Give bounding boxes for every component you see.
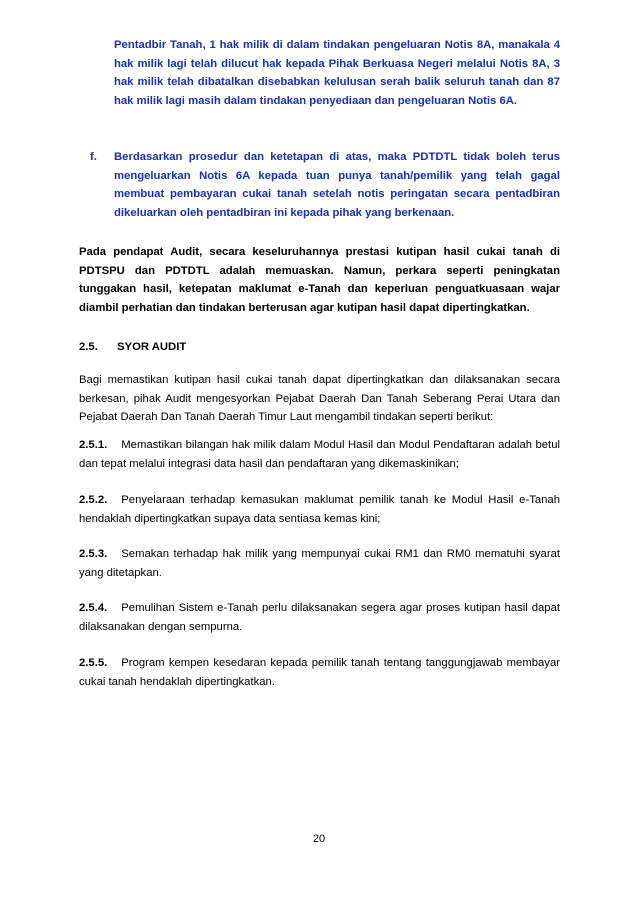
recommendation-number: 2.5.4.	[79, 602, 108, 614]
recommendation-number: 2.5.2.	[79, 494, 108, 506]
item-f-text: Berdasarkan prosedur dan ketetapan di atas, maka PDTDTL tidak boleh terus mengeluarkan Notis 6A kepada tuan punya tanah/pemilik yang telah gagal membuat pembayaran cukai tanah setelah notis peringatan secara pentadbiran dikeluarkan oleh pentadbiran ini kepada pihak yang berkenaan.	[114, 151, 560, 219]
recommendation-2-5-2	[79, 491, 560, 528]
paragraph-continuation: Pentadbir Tanah, 1 hak milik di dalam tindakan pengeluaran Notis 8A, manakala 4 hak milik lagi telah dilucut hak kepada Pihak Berkuasa Negeri melalui Notis 8A, 3 hak milik telah dibatalkan disebabkan kelulusan serah balik seluruh tanah dan 87 hak milik lagi masih dalam tindakan penyediaan dan pengeluaran Notis 6A.	[114, 39, 560, 107]
item-f-label: f.	[90, 151, 97, 163]
recommendation-2-5-5	[79, 654, 560, 691]
recommendation-text: Memastikan bilangan hak milik dalam Modul Hasil dan Modul Pendaftaran adalah betul dan tepat melalui integrasi data hasil dan pendaftaran yang dikemaskinikan;	[79, 439, 560, 470]
section-number: 2.5.	[79, 341, 98, 353]
recommendation-2-5-4	[79, 599, 560, 636]
recommendation-text: Program kempen kesedaran kepada pemilik tanah tentang tanggungjawab membayar cukai tanah hendaklah dipertingkatkan.	[79, 657, 560, 688]
recommendation-number: 2.5.3.	[79, 548, 108, 560]
intro-paragraph: Bagi memastikan kutipan hasil cukai tanah dapat dipertingkatkan dan dilaksanakan secara berkesan, pihak Audit mengesyorkan Pejabat Daerah Dan Tanah Seberang Perai Utara dan Pejabat Daerah Dan Tanah Daerah Timur Laut mengambil tindakan seperti berikut:	[79, 374, 560, 424]
recommendation-text: Penyelaraan terhadap kemasukan maklumat pemilik tanah ke Modul Hasil e-Tanah hendaklah dipertingkatkan supaya data sentiasa kemas kini;	[79, 494, 560, 525]
page-number: 20	[312, 833, 326, 845]
recommendation-text: Pemulihan Sistem e-Tanah perlu dilaksanakan segera agar proses kutipan hasil dapat dilaksanakan dengan sempurna.	[79, 602, 560, 633]
recommendation-2-5-1	[79, 436, 560, 473]
recommendation-2-5-3	[79, 545, 560, 582]
recommendation-number: 2.5.1.	[79, 439, 108, 451]
recommendation-number: 2.5.5.	[79, 657, 108, 669]
section-title: SYOR AUDIT	[117, 341, 187, 353]
recommendation-text: Semakan terhadap hak milik yang mempunyai cukai RM1 dan RM0 mematuhi syarat yang ditetapkan.	[79, 548, 560, 579]
audit-opinion-paragraph: Pada pendapat Audit, secara keseluruhannya prestasi kutipan hasil cukai tanah di PDTSPU dan PDTDTL adalah memuaskan. Namun, perkara seperti peningkatan tunggakan hasil, ketepatan maklumat e-Tanah dan keperluan penguatkuasaan wajar diambil perhatian dan tindakan berterusan agar kutipan hasil dapat dipertingkatkan.	[79, 246, 560, 314]
